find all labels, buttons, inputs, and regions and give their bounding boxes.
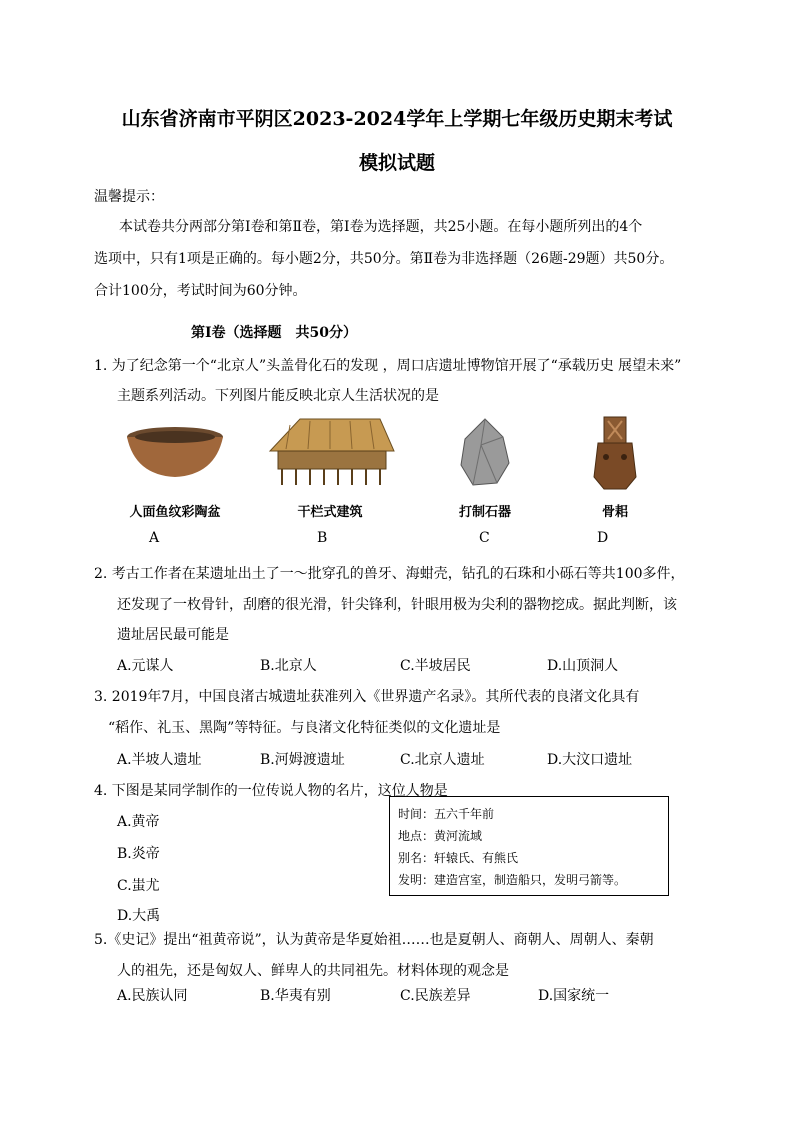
section-heading: 第Ⅰ卷（选择题 共50分）: [191, 325, 358, 341]
stilt-house-icon: [260, 415, 400, 490]
card-alias: 别名：轩辕氏、有熊氏: [398, 851, 519, 865]
image-b-caption: 干栏式建筑: [297, 505, 363, 520]
card-invention: 发明：建造宫室，制造船只，发明弓箭等。: [398, 873, 627, 887]
question-4-option-c: C.蚩尤: [117, 878, 160, 894]
question-4-line-1: 4. 下图是某同学制作的一位传说人物的名片，这位人物是: [94, 783, 448, 799]
intro-line-1: 本试卷共分两部分第Ⅰ卷和第Ⅱ卷，第Ⅰ卷为选择题，共25小题。在每小题所列出的4个: [119, 219, 643, 235]
option-letter-d: D: [597, 530, 609, 546]
option-letter-c: C: [479, 530, 490, 546]
chipped-stone-icon: [445, 415, 525, 490]
option-letter-a: A: [149, 530, 160, 546]
question-3-option-b: B.河姆渡遗址: [260, 752, 345, 768]
option-letter-b: B: [317, 530, 328, 546]
question-2-option-a: A.元谋人: [117, 658, 174, 674]
image-b: [260, 415, 400, 520]
question-2-line-1: 2. 考古工作者在某遗址出土了一～批穿孔的兽牙、海蚶壳，钻孔的石珠和小砾石等共100多件，: [94, 566, 685, 582]
question-5-option-a: A.民族认同: [117, 988, 188, 1004]
image-d-caption: 骨耜: [601, 505, 628, 520]
question-2-line-2: 还发现了一枚骨针，刮磨的很光滑，针尖锋利，针眼用极为尖利的器物挖成。据此判断，该: [117, 597, 677, 613]
question-1-line-2: 主题系列活动。下列图片能反映北京人生活状况的是: [117, 388, 439, 404]
question-3-option-a: A.半坡人遗址: [117, 752, 202, 768]
image-a: [110, 415, 240, 520]
question-2-option-d: D.山顶洞人: [547, 658, 619, 674]
question-5-option-c: C.民族差异: [400, 988, 471, 1004]
exam-title: 山东省济南市平阴区2023-2024学年上学期七年级历史期末考试: [121, 108, 673, 130]
image-d: [550, 415, 680, 520]
image-c: [420, 415, 550, 520]
question-4-option-b: B.炎帝: [117, 846, 160, 862]
question-3-line-1: 3. 2019年7月，中国良渚古城遗址获准列入《世界遗产名录》。其所代表的良渚文化具有: [94, 689, 640, 705]
question-3-option-d: D.大汶口遗址: [547, 752, 633, 768]
pottery-basin-icon: [120, 415, 230, 485]
card-time: 时间：五六千年前: [398, 807, 495, 821]
card-place: 地点：黄河流域: [398, 829, 483, 843]
question-5-option-b: B.华夷有别: [260, 988, 331, 1004]
exam-subtitle: 模拟试题: [358, 152, 435, 174]
question-5-line-2: 人的祖先，还是匈奴人、鲜卑人的共同祖先。材料体现的观念是: [117, 963, 509, 979]
hint-label: 温馨提示：: [94, 189, 164, 205]
question-5-option-d: D.国家统一: [538, 988, 610, 1004]
question-2-line-3: 遗址居民最可能是: [117, 627, 229, 643]
intro-line-3: 合计100分，考试时间为60分钟。: [94, 283, 307, 299]
image-a-caption: 人面鱼纹彩陶盆: [129, 505, 221, 520]
question-1-line-1: 1. 为了纪念第一个“北京人”头盖骨化石的发现 ，周口店遗址博物馆开展了“承载历史 展望未来”: [94, 358, 682, 374]
question-3-option-c: C.北京人遗址: [400, 752, 485, 768]
name-card: [389, 796, 669, 896]
question-4-option-d: D.大禹: [117, 908, 161, 924]
question-3-line-2: “稻作、礼玉、黑陶”等特征。与良渚文化特征类似的文化遗址是: [108, 720, 501, 736]
question-4-option-a: A.黄帝: [117, 814, 160, 830]
intro-line-2: 选项中，只有1项是正确的。每小题2分，共50分。第Ⅱ卷为非选择题（26题-29题）共50分。: [94, 251, 674, 267]
image-c-caption: 打制石器: [458, 505, 511, 520]
question-2-option-c: C.半坡居民: [400, 658, 471, 674]
question-5-line-1: 5.《史记》提出“祖黄帝说”，认为黄帝是华夏始祖……也是夏朝人、商朝人、周朝人、秦朝: [94, 932, 654, 948]
question-2-option-b: B.北京人: [260, 658, 317, 674]
bone-spade-icon: [580, 415, 650, 493]
question-1-images: [110, 415, 690, 525]
